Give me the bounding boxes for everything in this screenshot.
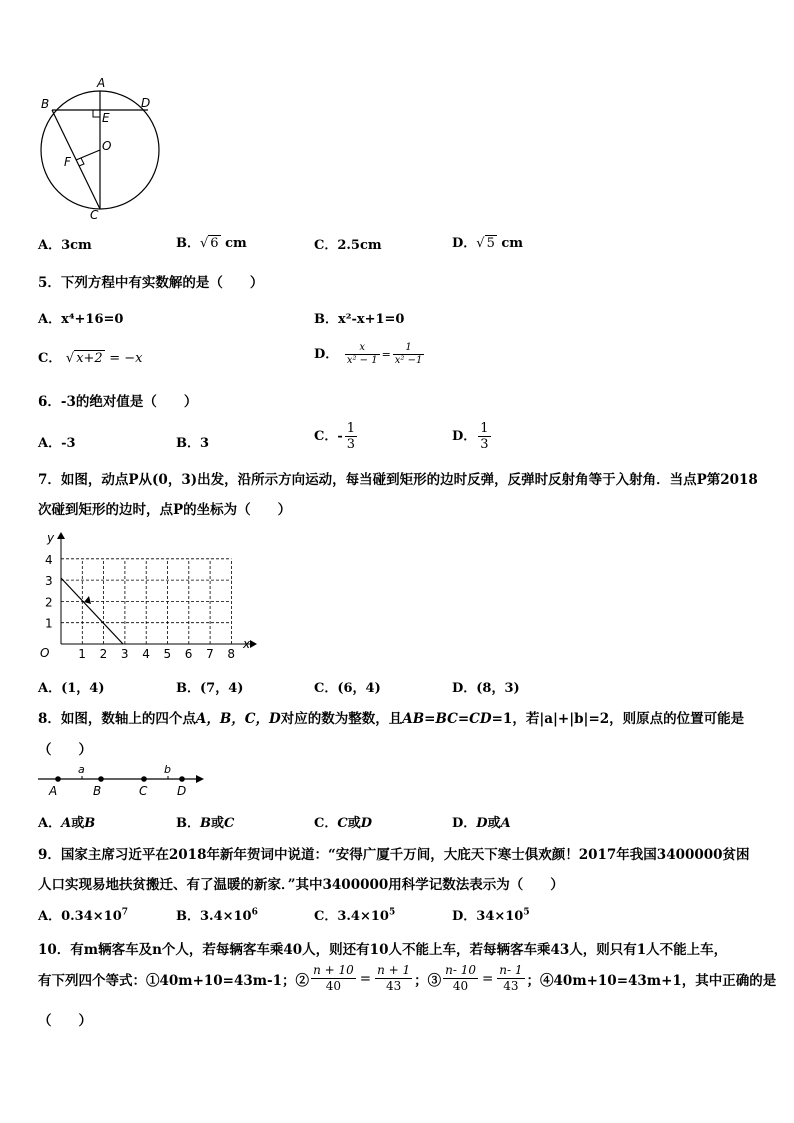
point-a xyxy=(55,776,61,782)
q7-option-a[interactable]: A．(1，4) xyxy=(38,681,105,696)
x-tick-label: 1 xyxy=(78,647,86,661)
label-d: D xyxy=(141,96,151,110)
q6-option-b[interactable]: B．3 xyxy=(176,436,210,451)
label-a: A xyxy=(97,76,106,90)
point-b xyxy=(98,776,104,782)
label-lower-b: b xyxy=(164,763,171,776)
q10-stem-line1: 10．有m辆客车及n个人，若每辆客车乘40人，则还有10人不能上车，若每辆客车乘43人，则只有1人不能上车， xyxy=(38,942,728,958)
fraction: $\frac{n + 10}{40}$ xyxy=(313,963,354,993)
label-lower-a: a xyxy=(78,763,85,776)
q9-option-d[interactable]: D．$34\times 10^5$ xyxy=(452,907,530,924)
q8-stem-line2: （ ） xyxy=(38,742,92,758)
label-c: C xyxy=(90,208,99,222)
q9-stem-line1: 9．国家主席习近平在2018年新年贺词中说道：“安得广厦千万间，大庇天下寒士俱欢颜！2017年我国3400000贫困 xyxy=(38,847,750,863)
q5-option-c[interactable]: C． √ x+2 = −x xyxy=(38,351,143,366)
fraction: $\frac{n + 1}{43}$ xyxy=(377,963,411,993)
x-tick-label: 2 xyxy=(99,647,108,661)
label-f: F xyxy=(64,155,71,169)
q7-stem-line2: 次碰到矩形的边时，点P的坐标为（ ） xyxy=(38,502,292,518)
q5-option-d[interactable]: D． $\frac{x}{\text{x² − 1}}$ = $\frac{1}{\text{x² −1}}$ xyxy=(314,342,423,366)
x-axis-label: x xyxy=(243,637,251,651)
label-o: O xyxy=(102,139,112,153)
q4-option-b[interactable]: B．√ 6 cm xyxy=(176,236,247,251)
fraction: $\frac{1}{\text{x² −1}}$ xyxy=(394,342,423,366)
q9-option-c[interactable]: C．$3.4\times 10^5$ xyxy=(314,907,396,924)
y-tick-label: 2 xyxy=(45,595,53,610)
q5-stem: 5．下列方程中有实数解的是（ ） xyxy=(38,275,264,291)
q9-stem-line2: 人口实现易地扶贫搬迁、有了温暖的新家．”其中3400000用科学记数法表示为（ ） xyxy=(38,877,564,893)
label-point-c: C xyxy=(139,784,148,798)
q6-stem: 6．-3的绝对值是（ ） xyxy=(38,394,198,410)
x-tick-label: 3 xyxy=(120,647,129,661)
origin-label: O xyxy=(40,646,50,660)
q8-option-b[interactable]: B．B或C xyxy=(176,816,235,831)
sqrt-symbol: √ 6 xyxy=(200,236,219,251)
label-e: E xyxy=(102,111,110,125)
right-angle-f xyxy=(79,158,84,166)
sqrt-symbol: √ 5 xyxy=(476,236,495,251)
q10-stem-line3: （ ） xyxy=(38,1013,92,1029)
x-tick-label: 5 xyxy=(163,647,172,661)
x-tick-label: 7 xyxy=(206,647,214,661)
q8-option-c[interactable]: C．C或D xyxy=(314,816,373,831)
x-tick-label: 6 xyxy=(184,647,193,661)
label-b: B xyxy=(41,97,50,111)
q7-stem-line1: 7．如图，动点P从(0，3)出发，沿所示方向运动，每当碰到矩形的边时反弹，反弹时反射角等于入射角．当点P第2018 xyxy=(38,472,758,488)
y-tick-label: 4 xyxy=(45,552,53,567)
q4-option-d[interactable]: D．√ 5 cm xyxy=(452,236,524,251)
path-line xyxy=(61,578,123,644)
fraction: $\frac{1}{3}$ xyxy=(346,421,356,452)
fraction: $\frac{n- 1}{43}$ xyxy=(499,963,523,993)
q9-option-b[interactable]: B．$3.4\times 10^6$ xyxy=(176,907,258,924)
q7-grid-graph xyxy=(30,530,260,665)
x-axis-arrow xyxy=(250,640,257,648)
q4-option-a[interactable]: A．3cm xyxy=(38,238,92,253)
right-angle-e xyxy=(93,110,100,117)
q8-stem-line1: 8．如图，数轴上的四个点A，B，C，D对应的数为整数，且AB=BC=CD=1，若|a|+|b|=2，则原点的位置可能是 xyxy=(38,711,745,727)
q4-option-c[interactable]: C．2.5cm xyxy=(314,238,382,253)
segment-of xyxy=(76,150,100,160)
x-tick-label: 4 xyxy=(142,647,150,661)
point-d xyxy=(179,776,185,782)
q7-option-b[interactable]: B．(7，4) xyxy=(176,681,244,696)
y-tick-label: 3 xyxy=(45,574,53,589)
point-c xyxy=(141,776,147,782)
q9-option-a[interactable]: A．$0.34\times 10^7$ xyxy=(38,907,129,924)
y-tick-label: 1 xyxy=(45,616,53,631)
q8-number-line xyxy=(34,762,209,800)
label-point-b: B xyxy=(93,784,102,798)
q10-stem-line2: 有下列四个等式：①40m+10=43m-1；② $\frac{n + 10}{40}$ = $\frac{n + 1}{43}$ ；③ $\frac{n- 10}{40}$ = $\frac{n- 1}{43}$ ；④40m+10=43m+1，其中正确的是 xyxy=(38,963,777,993)
fraction: $\frac{n- 10}{40}$ xyxy=(445,963,476,993)
fraction: $\frac{x}{\text{x² − 1}}$ xyxy=(346,342,378,366)
q4-circle-figure xyxy=(30,74,170,224)
x-tick-label: 8 xyxy=(227,647,236,661)
label-point-a: A xyxy=(49,784,58,798)
q6-option-d[interactable]: D． $\frac{1}{3}$ xyxy=(452,421,489,452)
sqrt-symbol: √ x+2 xyxy=(65,351,103,366)
q7-option-c[interactable]: C．(6，4) xyxy=(314,681,381,696)
q6-option-c[interactable]: C．- $\frac{1}{3}$ xyxy=(314,421,356,452)
q8-option-a[interactable]: A．A或B xyxy=(38,816,96,831)
q7-option-d[interactable]: D．(8，3) xyxy=(452,681,520,696)
q8-option-d[interactable]: D．D或A xyxy=(452,816,511,831)
y-axis-label: y xyxy=(47,531,55,545)
y-axis-arrow xyxy=(57,532,65,539)
fraction: $\frac{1}{3}$ xyxy=(480,421,489,452)
q5-option-a[interactable]: A．x⁴+16=0 xyxy=(38,312,124,327)
number-line-arrow xyxy=(196,775,204,783)
label-point-d: D xyxy=(177,784,187,798)
q6-option-a[interactable]: A．-3 xyxy=(38,436,76,451)
q5-option-b[interactable]: B．x²-x+1=0 xyxy=(314,312,405,327)
